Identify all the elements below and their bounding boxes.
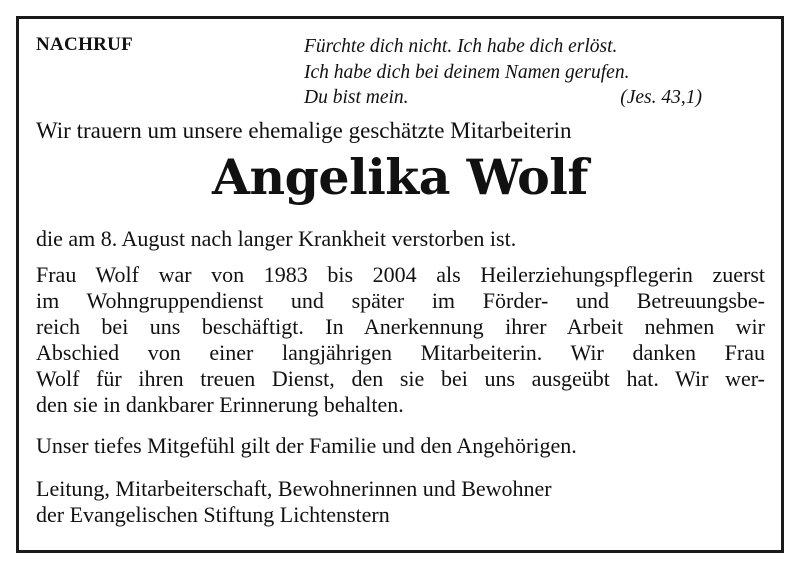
signature-block: [36, 476, 552, 528]
bio-line: den sie in dankbarer Erinnerung behalten.: [36, 392, 404, 417]
bio-line: Abschied von einer langjährigen Mitarbeiterin. Wir danken Frau: [36, 340, 765, 365]
bio-line: Frau Wolf war von 1983 bis 2004 als Heilerziehungspflegerin zuerst: [36, 262, 765, 287]
intro-text: Wir trauern um unsere ehemalige geschätzte Mitarbeiterin: [36, 118, 572, 143]
biography-paragraph: [36, 262, 765, 418]
sympathy-line: Unser tiefes Mitgefühl gilt der Familie und den Angehörigen.: [36, 433, 577, 458]
verse-line: Du bist mein.: [304, 87, 409, 108]
death-line: die am 8. August nach langer Krankheit verstorben ist.: [36, 226, 517, 251]
deceased-name: Angelika Wolf: [212, 148, 588, 206]
verse-reference: (Jes. 43,1): [620, 87, 702, 108]
bio-line: im Wohngruppendienst und später im Förder- und Betreuungsbe-: [36, 288, 765, 313]
verse-line: Fürchte dich nicht. Ich habe dich erlöst.: [304, 36, 618, 57]
death-statement: [36, 226, 516, 252]
signature-line: Leitung, Mitarbeiterschaft, Bewohnerinnen und Bewohner: [36, 476, 552, 501]
bio-line: reich bei uns beschäftigt. In Anerkennung ihrer Arbeit nehmen wir: [36, 314, 765, 339]
sympathy-statement: [36, 433, 577, 459]
verse-last-line: [304, 85, 702, 111]
verse-line: Ich habe dich bei deinem Namen gerufen.: [304, 61, 630, 83]
bible-verse: [304, 34, 702, 111]
bio-line: Wolf für ihren treuen Dienst, den sie bei uns ausgeübt hat. Wir wer-: [36, 366, 765, 391]
notice-heading: NACHRUF: [36, 34, 134, 55]
signature-line: der Evangelischen Stiftung Lichtenstern: [36, 502, 390, 527]
